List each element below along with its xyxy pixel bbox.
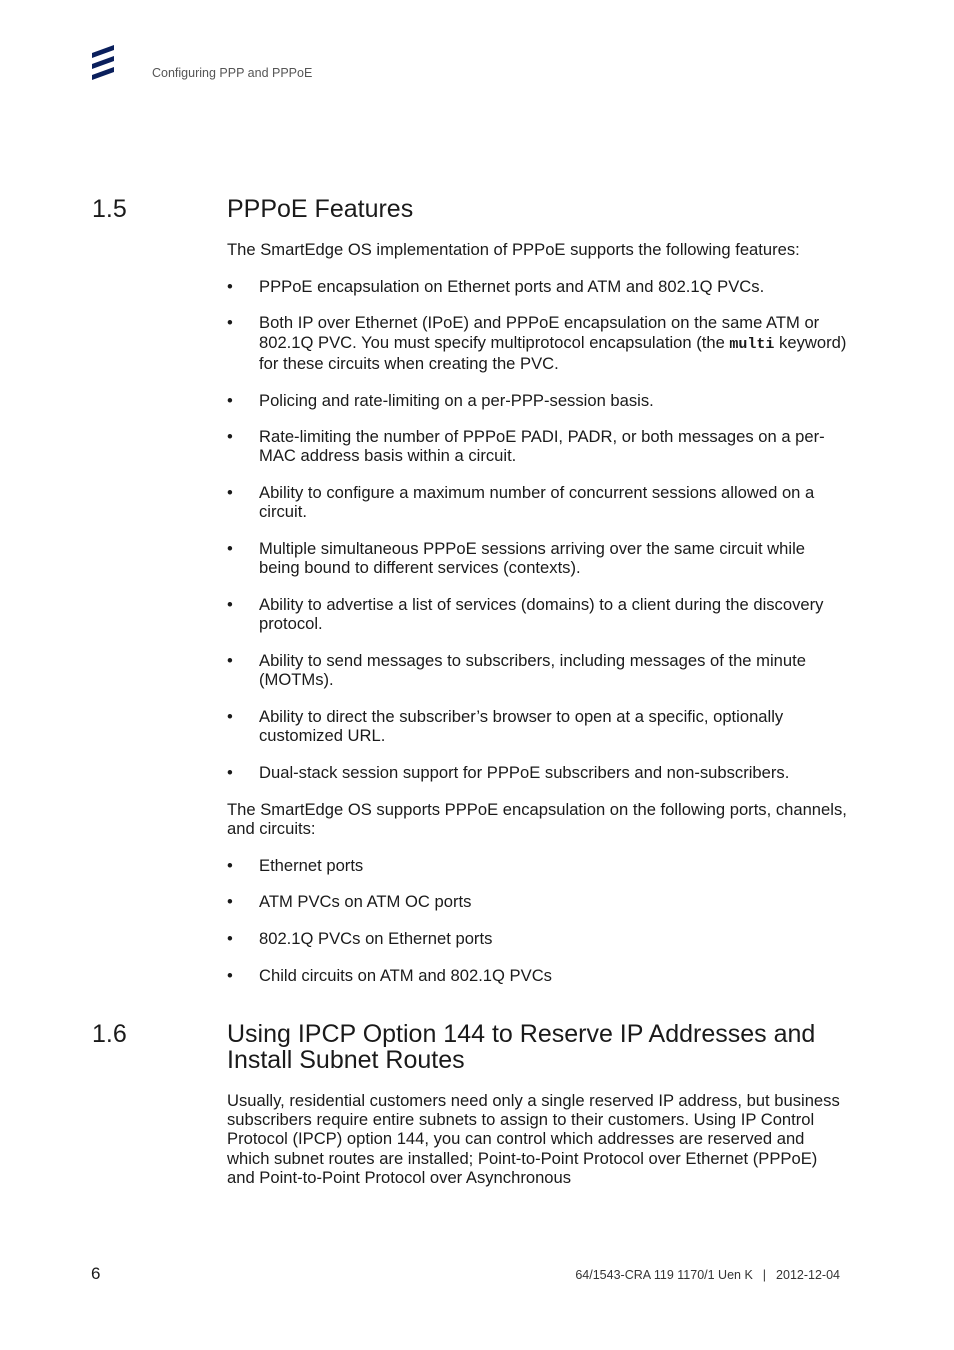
footer-separator: | [762,1268,767,1282]
section-1-6 [92,1021,852,1187]
bullet-icon: • [227,594,233,614]
bullet-icon: • [227,855,233,875]
document-reference [575,1268,840,1282]
bullet-icon: • [227,892,233,912]
section-1-5 [92,196,852,985]
list-item: • Rate-limiting the number of PPPoE PADI, PADR, or both messages on a per-MAC address basis within a circuit. [227,427,825,466]
bullet-icon: • [227,427,233,447]
section-heading [92,196,852,222]
list-item: • Child circuits on ATM and 802.1Q PVCs [227,965,552,985]
page-number: 6 [91,1264,101,1283]
section-number: 1.6 [92,1020,127,1049]
ports-list [227,856,847,985]
bullet-icon: • [227,965,233,985]
list-item: • Policing and rate-limiting on a per-PPP-session basis. [227,390,654,410]
section-body [227,1091,847,1187]
list-item: • Ability to advertise a list of services (domains) to a client during the discovery protocol. [227,594,824,634]
list-item: • Multiple simultaneous PPPoE sessions arriving over the same circuit while being bound to different services (contexts). [227,539,805,578]
running-header: Configuring PPP and PPPoE [152,66,313,80]
section-number: 1.5 [92,195,127,223]
bullet-icon: • [227,929,233,949]
document-date: 2012-12-04 [776,1268,840,1282]
section-title: Using IPCP Option 144 to Reserve IP Addresses and Install Subnet Routes [227,1020,816,1075]
bullet-icon: • [227,762,233,782]
list-item: • ATM PVCs on ATM OC ports [227,892,472,912]
bullet-icon: • [227,539,233,559]
bullet-icon: • [227,390,233,410]
bullet-icon: • [227,276,233,296]
list-item: • Ability to send messages to subscribers, including messages of the minute (MOTMs). [227,650,806,690]
body-paragraph: Usually, residential customers need only a single reserved IP address, but business subscribers require entire subnets to assign to their customers. Using IP Control Protocol (IPCP) option 144, you can control which addresses are reserved and which subnet routes are installed; Point-to-Point Protocol over Ethernet (PPPoE) and Point-to-Point Protocol over Asynchronous [227,1091,840,1187]
bullet-icon: • [227,483,233,503]
section-heading [92,1021,852,1073]
list-item: • Dual-stack session support for PPPoE subscribers and non-subscribers. [227,762,790,782]
section-title: PPPoE Features [227,195,414,223]
bullet-icon: • [227,650,233,670]
bullet-icon: • [227,706,233,726]
ports-intro-paragraph: The SmartEdge OS supports PPPoE encapsulation on the following ports, channels, and circuits: [227,799,847,839]
intro-paragraph: The SmartEdge OS implementation of PPPoE supports the following features: [227,240,800,259]
list-item: • 802.1Q PVCs on Ethernet ports [227,929,493,949]
page-content [92,196,852,1187]
list-item: • Both IP over Ethernet (IPoE) and PPPoE encapsulation on the same ATM or 802.1Q PVC. You must specify multiprotocol encapsulation (the multi keyword) for these circuits when creating the PVC. [227,313,847,373]
list-item: • Ability to direct the subscriber’s browser to open at a specific, optionally customized URL. [227,706,784,745]
code-keyword: multi [729,335,775,353]
feature-list [227,277,847,782]
ericsson-logo-icon [90,44,116,80]
section-body [227,240,847,985]
list-item: • Ethernet ports [227,855,364,875]
list-item: • PPPoE encapsulation on Ethernet ports and ATM and 802.1Q PVCs. [227,276,765,296]
document-id: 64/1543-CRA 119 1170/1 Uen K [575,1268,753,1282]
list-item: • Ability to configure a maximum number of concurrent sessions allowed on a circuit. [227,483,815,522]
bullet-icon: • [227,313,233,333]
